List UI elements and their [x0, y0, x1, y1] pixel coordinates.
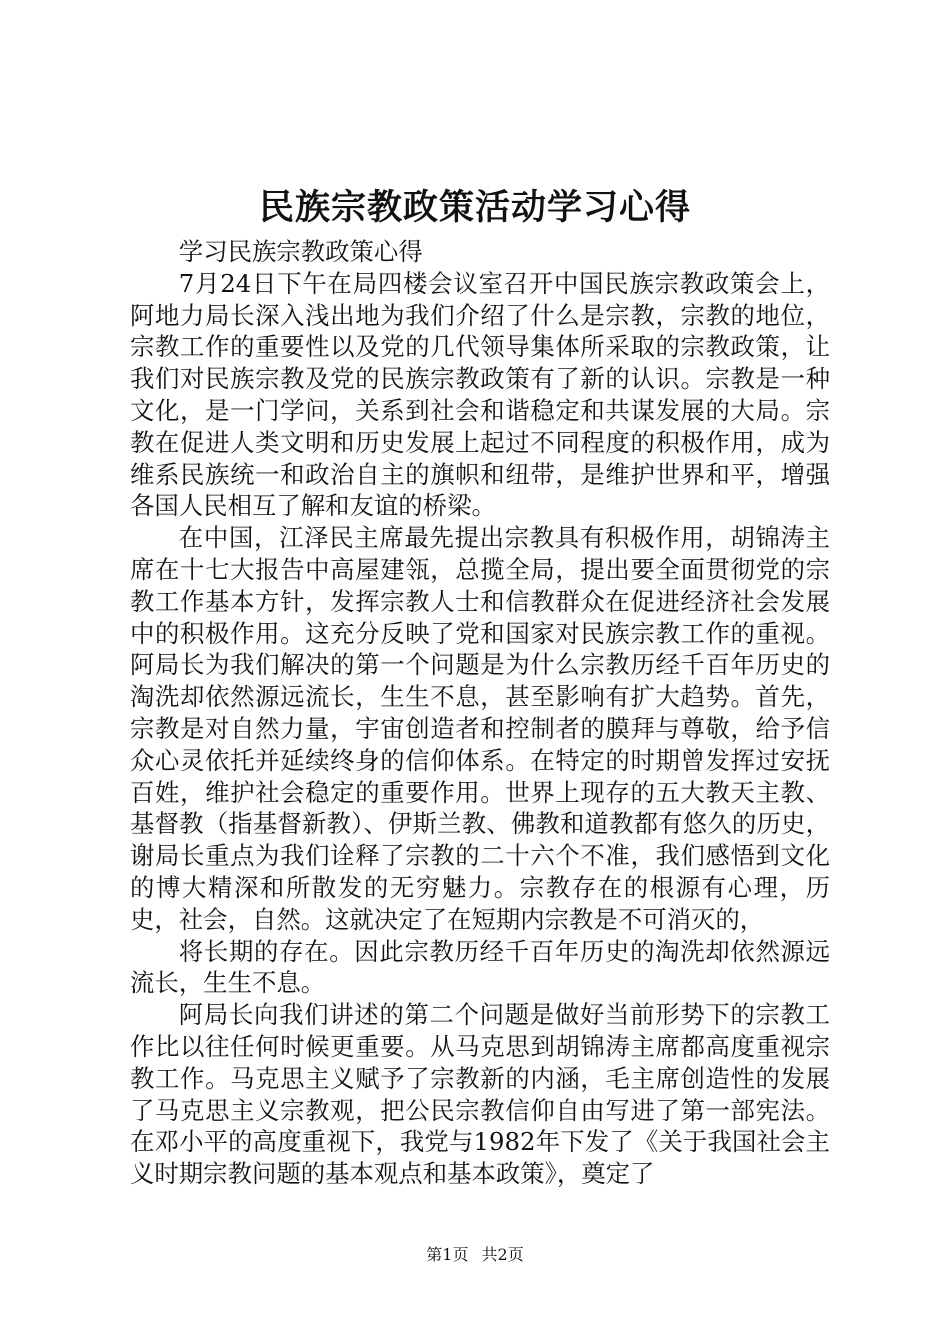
- document-body: [130, 236, 830, 1190]
- page-footer: [0, 1244, 950, 1266]
- body-paragraph: 7月24日下午在局四楼会议室召开中国民族宗教政策会上，阿地力局长深入浅出地为我们介绍了什么是宗教，宗教的地位，宗教工作的重要性以及党的几代领导集体所采取的宗教政策，让我们对民族宗教及党的民族宗教政策有了新的认识。宗教是一种文化，是一门学问，关系到社会和谐稳定和共谋发展的大局。宗教在促进人类文明和历史发展上起过不同程度的积极作用，成为维系民族统一和政治自主的旗帜和纽带，是维护世界和平，增强各国人民相互了解和友谊的桥梁。: [130, 268, 830, 521]
- body-paragraph: 在中国，江泽民主席最先提出宗教具有积极作用，胡锦涛主席在十七大报告中高屋建瓴，总揽全局，提出要全面贯彻党的宗教工作基本方针，发挥宗教人士和信教群众在促进经济社会发展中的积极作用。这充分反映了党和国家对民族宗教工作的重视。阿局长为我们解决的第一个问题是为什么宗教历经千百年历史的淘洗却依然源远流长，生生不息，甚至影响有扩大趋势。首先，宗教是对自然力量，宇宙创造者和控制者的膜拜与尊敬，给予信众心灵依托并延续终身的信仰体系。在特定的时期曾发挥过安抚百姓，维护社会稳定的重要作用。世界上现存的五大教天主教、基督教（指基督新教）、伊斯兰教、佛教和道教都有悠久的历史，谢局长重点为我们诠释了宗教的二十六个不准，我们感悟到文化的博大精深和所散发的无穷魅力。宗教存在的根源有心理，历史，社会，自然。这就决定了在短期内宗教是不可消灭的，: [130, 523, 830, 934]
- body-paragraph: 阿局长向我们讲述的第二个问题是做好当前形势下的宗教工作比以往任何时候更重要。从马克思到胡锦涛主席都高度重视宗教工作。马克思主义赋予了宗教新的内涵，毛主席创造性的发展了马克思主义宗教观，把公民宗教信仰自由写进了第一部宪法。在邓小平的高度重视下，我党与1982年下发了《关于我国社会主义时期宗教问题的基本观点和基本政策》，奠定了: [130, 1000, 830, 1189]
- page-number: 第1页: [426, 1245, 469, 1264]
- body-paragraph: 将长期的存在。因此宗教历经千百年历史的淘洗却依然源远流长，生生不息。: [130, 936, 830, 998]
- document-title: 民族宗教政策活动学习心得: [258, 187, 691, 228]
- page-total: 共2页: [481, 1245, 524, 1264]
- subtitle-paragraph: 学习民族宗教政策心得: [178, 237, 423, 266]
